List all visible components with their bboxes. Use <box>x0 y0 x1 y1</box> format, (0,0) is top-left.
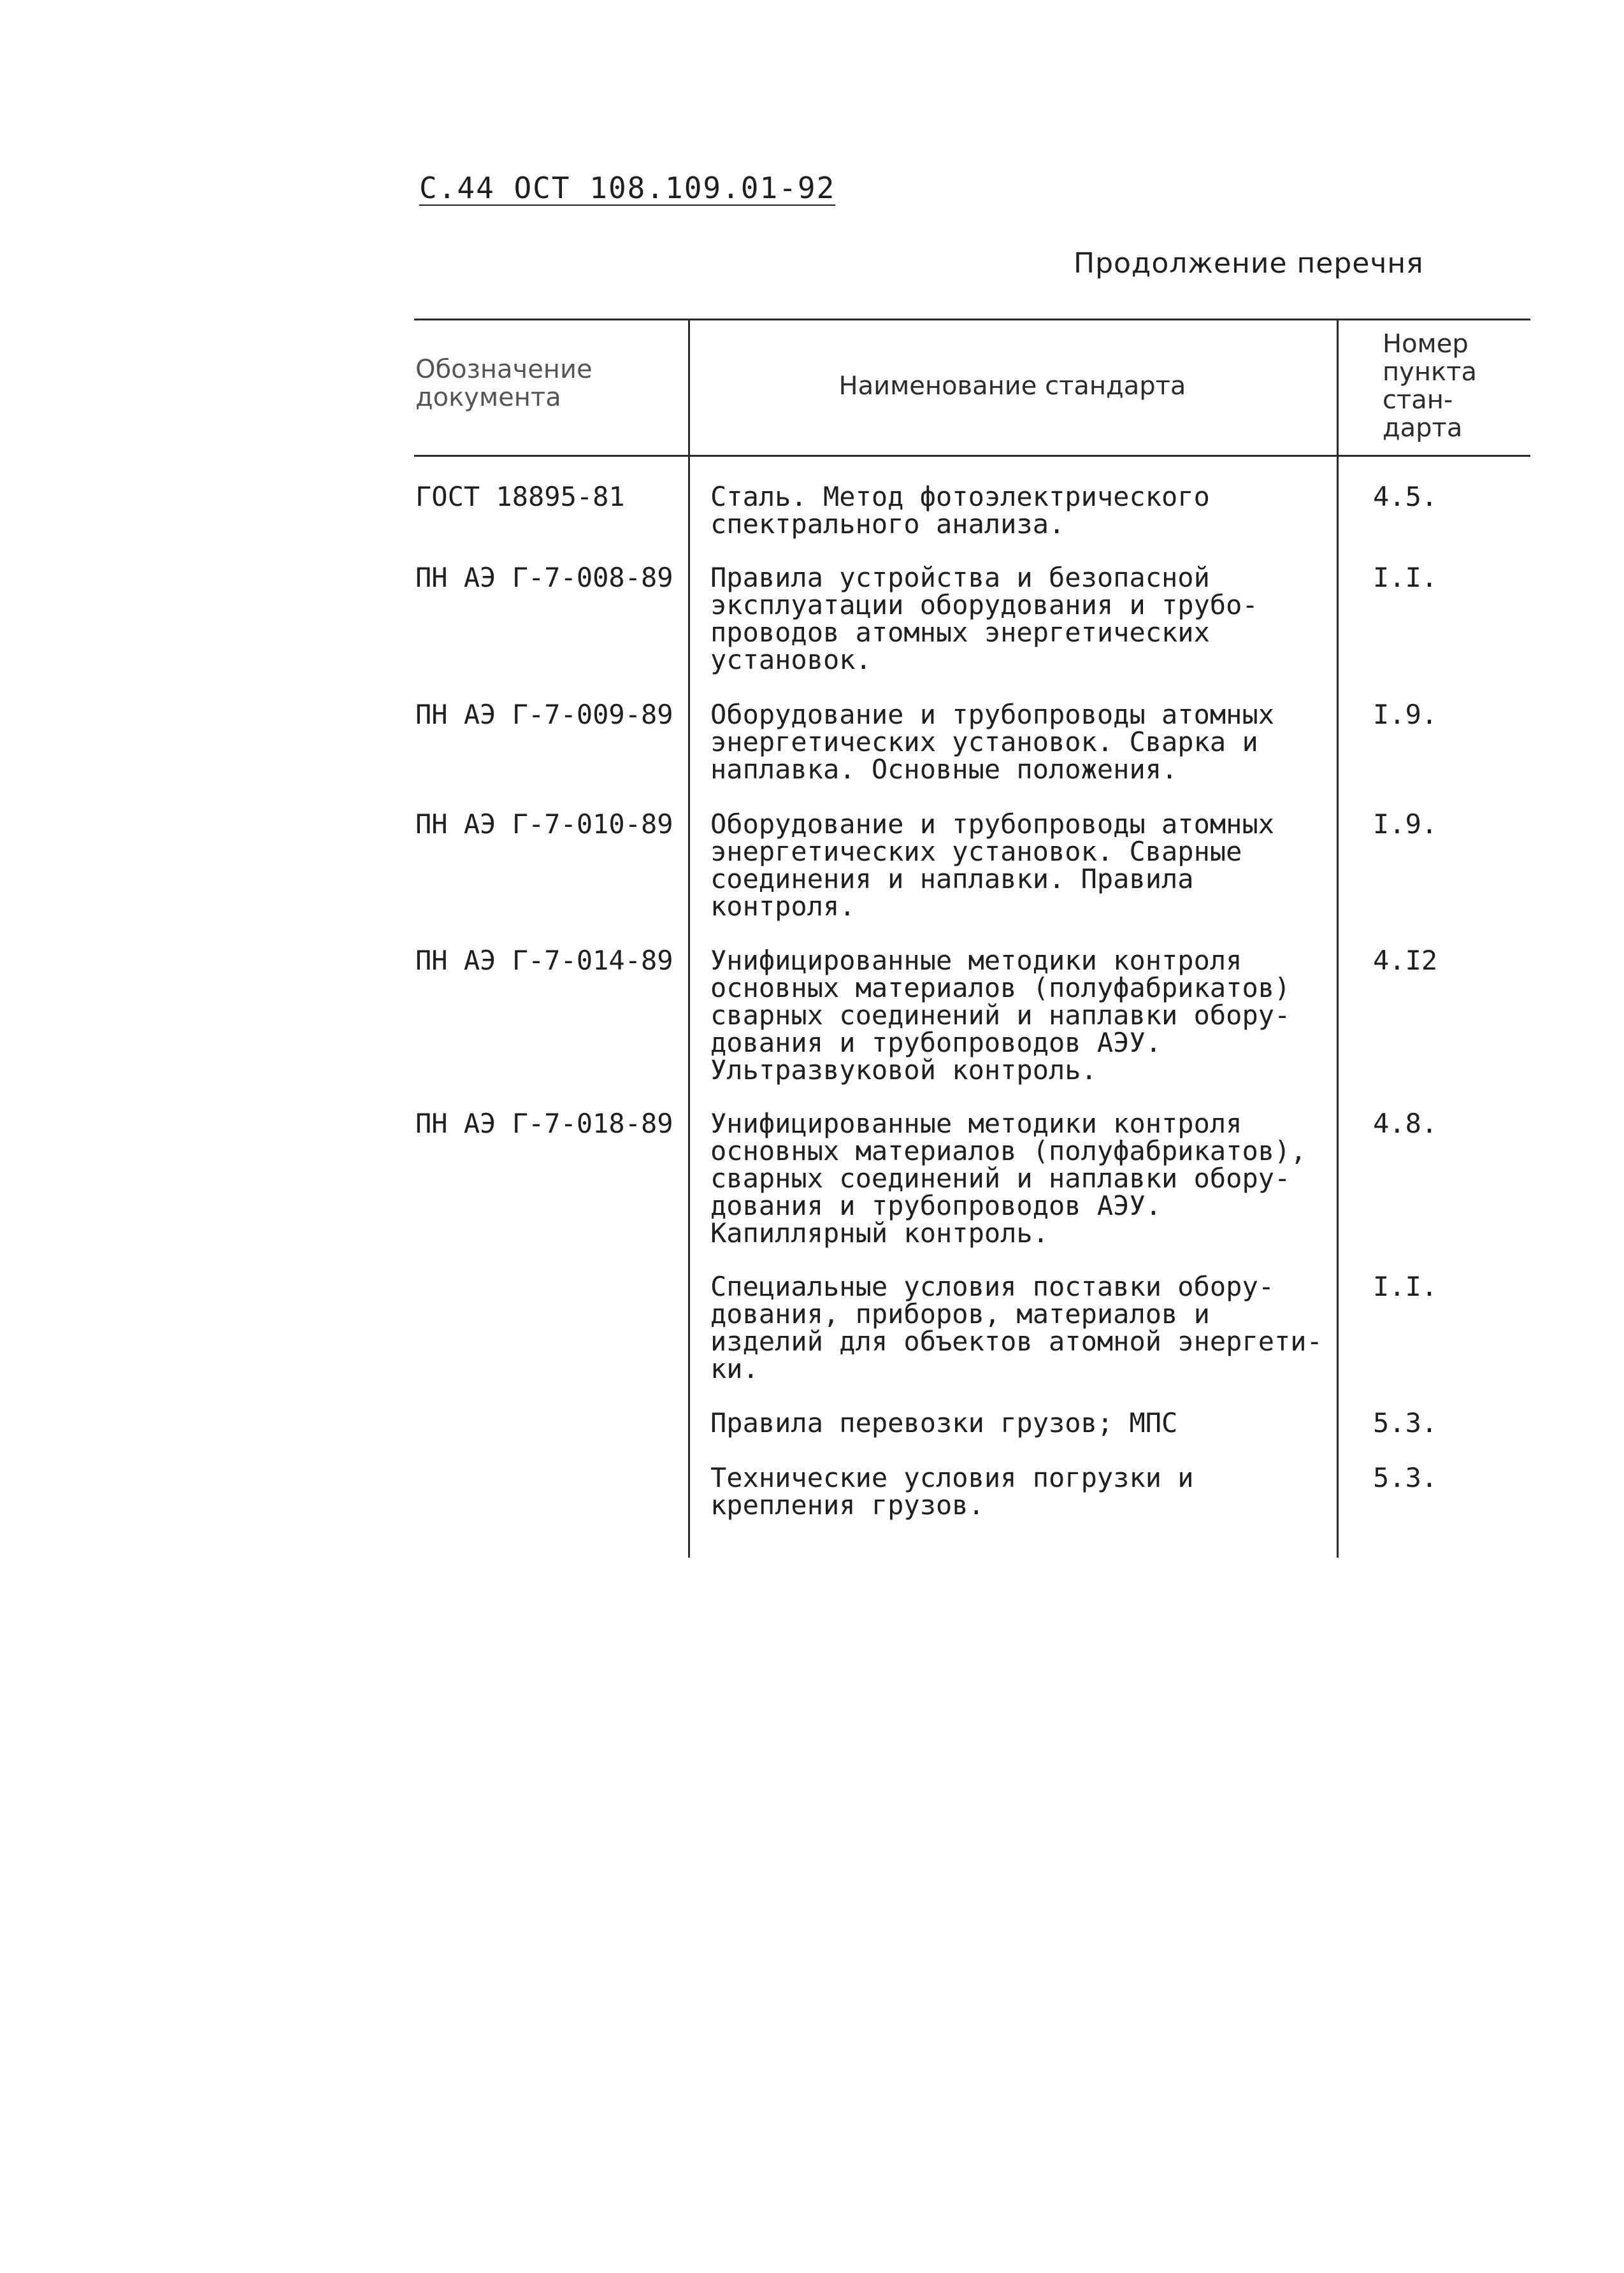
row-standard-name: Сталь. Метод фотоэлектрического спектрального анализа. <box>710 481 1210 540</box>
row-clause-number: 4.8. <box>1373 1108 1438 1139</box>
header-clause-number: Номер пункта стан- дарта <box>1383 329 1477 443</box>
row-document: ПН АЭ Г-7-008-89 <box>415 562 673 593</box>
row-clause-number: I.I. <box>1373 1271 1438 1302</box>
row-clause-number: 4.5. <box>1373 481 1438 512</box>
row-document: ПН АЭ Г-7-014-89 <box>415 945 673 976</box>
page-reference: С.44 ОСТ 108.109.01-92 <box>419 171 836 205</box>
header-document-designation: Обозначение документа <box>415 355 593 412</box>
row-clause-number: 5.3. <box>1373 1407 1438 1438</box>
row-clause-number: I.9. <box>1373 699 1438 730</box>
column-divider-1 <box>688 319 690 1558</box>
row-standard-name: Оборудование и трубопроводы атомных энергетических установок. Сварка и наплавка. Основные положения. <box>710 699 1275 785</box>
row-clause-number: 4.I2 <box>1373 945 1438 976</box>
row-document: ГОСТ 18895-81 <box>415 481 625 512</box>
row-clause-number: I.9. <box>1373 808 1438 840</box>
row-standard-name: Правила перевозки грузов; МПС <box>710 1407 1178 1438</box>
row-document: ПН АЭ Г-7-018-89 <box>415 1108 673 1139</box>
row-document: ПН АЭ Г-7-010-89 <box>415 808 673 840</box>
row-standard-name: Специальные условия поставки обору- дования, приборов, материалов и изделий для объектов атомной энергети- ки. <box>710 1271 1323 1384</box>
row-standard-name: Унифицированные методики контроля основных материалов (полуфабрикатов), сварных соединений и наплавки обору- дования и трубопроводов АЭУ. Капиллярный контроль. <box>710 1108 1307 1249</box>
row-clause-number: I.I. <box>1373 562 1438 593</box>
row-document: ПН АЭ Г-7-009-89 <box>415 699 673 730</box>
row-standard-name: Оборудование и трубопроводы атомных энергетических установок. Сварные соединения и наплавки. Правила контроля. <box>710 808 1275 922</box>
table-header-rule <box>414 455 1530 457</box>
row-standard-name: Унифицированные методики контроля основных материалов (полуфабрикатов) сварных соединений и наплавки обору- дования и трубопроводов АЭУ. Ультразвуковой контроль. <box>710 945 1291 1086</box>
row-standard-name: Технические условия погрузки и крепления грузов. <box>710 1462 1194 1521</box>
table-top-rule <box>414 319 1530 320</box>
standards-table <box>414 319 1530 1558</box>
row-standard-name: Правила устройства и безопасной эксплуатации оборудования и трубо- проводов атомных энергетических установок. <box>710 562 1258 675</box>
row-clause-number: 5.3. <box>1373 1462 1438 1493</box>
header-standard-name: Наименование стандарта <box>838 371 1186 401</box>
continuation-label: Продолжение перечня <box>1074 247 1424 280</box>
